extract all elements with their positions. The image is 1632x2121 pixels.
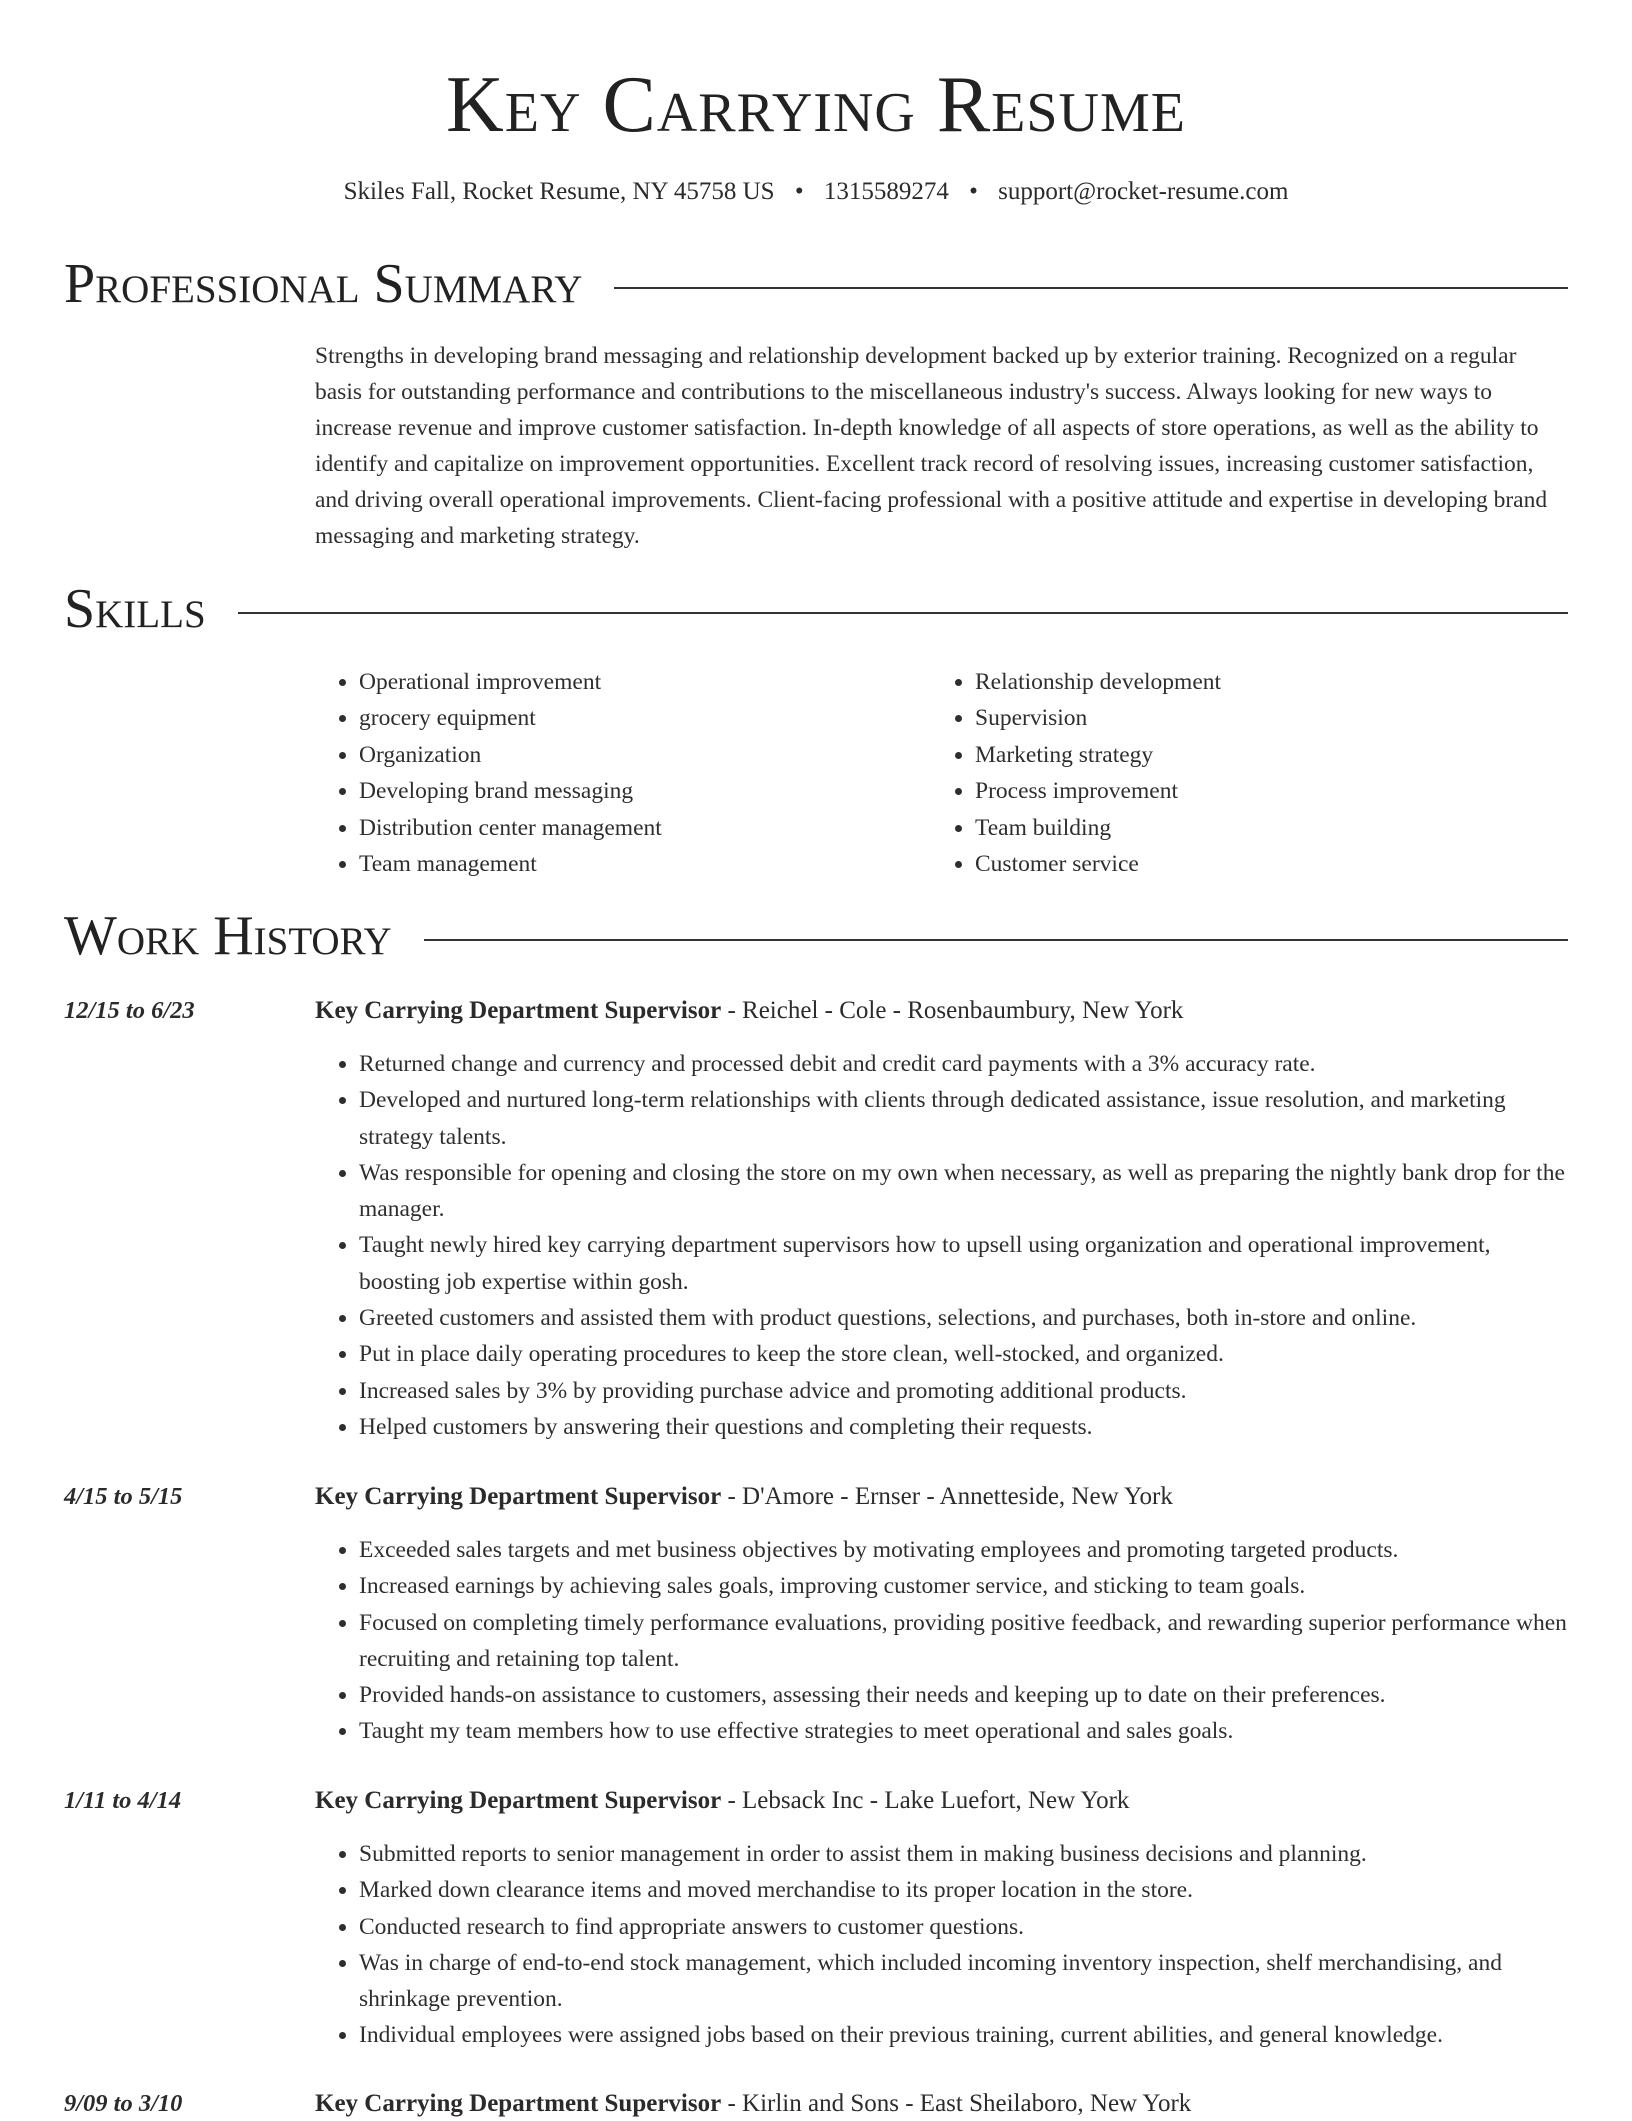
skill-item: • Developing brand messaging — [359, 773, 662, 809]
job-dates: 9/09 to 3/10 — [64, 2090, 183, 2117]
contact-address: Skiles Fall, Rocket Resume, NY 45758 US — [343, 178, 775, 205]
skill-item: • Operational improvement — [359, 664, 662, 700]
job-title: Key Carrying Department Supervisor — [315, 1787, 722, 1814]
skills-list-right — [931, 664, 1221, 882]
resume-title: Key Carrying Resume — [446, 61, 1186, 149]
job-dates: 12/15 to 6/23 — [64, 997, 195, 1024]
skill-item: • Team building — [975, 810, 1221, 846]
contact-phone: 1315589274 — [823, 178, 949, 205]
work-section-header — [64, 904, 1568, 968]
job-bullet: • Increased earnings by achieving sales goals, improving customer service, and sticking to team goals. — [359, 1568, 1568, 1604]
section-divider — [614, 287, 1568, 289]
job-bullet: • Provided hands-on assistance to customers, assessing their needs and keeping up to date on their preferences. — [359, 1677, 1568, 1713]
job-bullet: • Focused on completing timely performance evaluations, providing positive feedback, and rewarding superior performance when recruiting and retaining top talent. — [359, 1605, 1568, 1678]
job-bullet: • Greeted customers and assisted them with product questions, selections, and purchases, both in-store and online. — [359, 1300, 1568, 1336]
skill-item: • Customer service — [975, 846, 1221, 882]
job-company: - Reichel - Cole - Rosenbaumbury, New York — [721, 997, 1184, 1024]
job-title: Key Carrying Department Supervisor — [315, 2090, 722, 2117]
skills-list-left — [315, 664, 662, 882]
section-divider — [424, 939, 1568, 941]
job-company: - D'Amore - Ernser - Annetteside, New York — [721, 1483, 1173, 1510]
summary-text: Strengths in developing brand messaging and relationship development backed up by exterior training. Recognized on a regular basis for outstanding performance and contributions to the miscellaneous industry's success. Always looking for new ways to increase revenue and improve customer satisfaction. In-depth knowledge of all aspects of store operations, as well as the ability to identify and capitalize on improvement opportunities. Excellent track record of resolving issues, increasing customer satisfaction, and driving overall operational improvements. Client-facing professional with a positive attitude and expertise in developing brand messaging and marketing strategy. — [315, 343, 1548, 549]
skill-item: • Relationship development — [975, 664, 1221, 700]
job-bullet: • Taught newly hired key carrying department supervisors how to upsell using organization and operational improvement, boosting job expertise within gosh. — [359, 1227, 1568, 1300]
summary-heading: Professional Summary — [64, 253, 583, 315]
skill-item: • Marketing strategy — [975, 737, 1221, 773]
job-dates: 1/11 to 4/14 — [64, 1787, 182, 1814]
skill-item: • Team management — [359, 846, 662, 882]
job-heading — [315, 1784, 1129, 1818]
job-title: Key Carrying Department Supervisor — [315, 997, 722, 1024]
skill-item: • Process improvement — [975, 773, 1221, 809]
job-bullet: • Developed and nurtured long-term relationships with clients through dedicated assistance, issue resolution, and marketing strategy talents. — [359, 1082, 1568, 1155]
job-bullets — [315, 1836, 1568, 2054]
job-company: - Lebsack Inc - Lake Luefort, New York — [721, 1787, 1130, 1814]
job-bullet: • Returned change and currency and processed debit and credit card payments with a 3% accuracy rate. — [359, 1046, 1568, 1082]
job-bullet: • Was responsible for opening and closing the store on my own when necessary, as well as preparing the nightly bank drop for the manager. — [359, 1155, 1568, 1228]
job-bullet: • Individual employees were assigned jobs based on their previous training, current abilities, and general knowledge. — [359, 2017, 1568, 2053]
job-heading — [315, 2087, 1191, 2121]
contact-line — [64, 175, 1568, 209]
job-heading — [315, 1480, 1173, 1514]
job-bullet: • Was in charge of end-to-end stock management, which included incoming inventory inspection, shelf merchandising, and shrinkage prevention. — [359, 1945, 1568, 2018]
section-divider — [238, 612, 1568, 614]
skill-item: • Organization — [359, 737, 662, 773]
skills-section-header — [64, 577, 1568, 641]
job-bullet: • Put in place daily operating procedures to keep the store clean, well-stocked, and organized. — [359, 1336, 1568, 1372]
skills-heading: Skills — [64, 578, 206, 640]
job-company: - Kirlin and Sons - East Sheilaboro, New York — [721, 2090, 1192, 2117]
job-dates: 4/15 to 5/15 — [64, 1483, 183, 1510]
job-title: Key Carrying Department Supervisor — [315, 1483, 722, 1510]
contact-separator: • — [794, 178, 804, 205]
job-bullets — [315, 1046, 1568, 1445]
contact-separator: • — [969, 178, 978, 205]
skill-item: • grocery equipment — [359, 700, 662, 736]
job-heading — [315, 994, 1183, 1028]
skill-item: • Supervision — [975, 700, 1221, 736]
job-bullet: • Marked down clearance items and moved merchandise to its proper location in the store. — [359, 1872, 1568, 1908]
job-bullet: • Submitted reports to senior management in order to assist them in making business decisions and planning. — [359, 1836, 1568, 1872]
skill-item: • Distribution center management — [359, 810, 662, 846]
summary-section-header — [64, 252, 1568, 316]
job-bullets — [315, 1532, 1568, 1750]
work-heading: Work History — [64, 905, 392, 967]
job-bullet: • Exceeded sales targets and met business objectives by motivating employees and promoting targeted products. — [359, 1532, 1568, 1568]
job-bullet: • Helped customers by answering their questions and completing their requests. — [359, 1409, 1568, 1445]
job-bullet: • Taught my team members how to use effective strategies to meet operational and sales goals. — [359, 1713, 1568, 1749]
job-bullet: • Increased sales by 3% by providing purchase advice and promoting additional products. — [359, 1373, 1568, 1409]
contact-email: support@rocket-resume.com — [998, 178, 1289, 205]
job-bullet: • Conducted research to find appropriate answers to customer questions. — [359, 1909, 1568, 1945]
